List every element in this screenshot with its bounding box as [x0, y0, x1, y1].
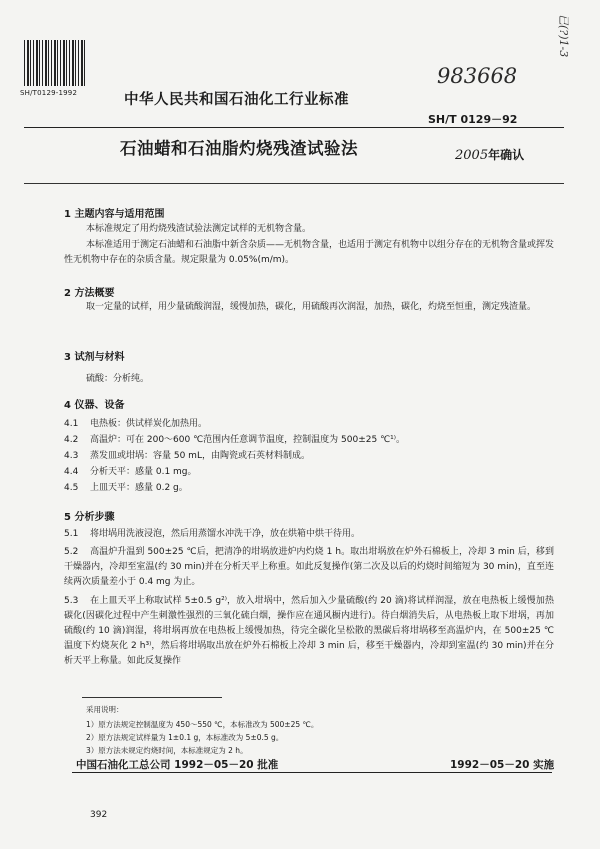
item-text: 在上皿天平上称取试样 5±0.5 g²⁾，放入坩埚中，然后加入少量硫酸(约 20 滴)将试样润湿，放在电热板上缓慢加热碳化(因碳化过程中产生刺激性强烈的三氧化硫白烟，操作应在通风橱内进行)。待白烟消失后，从电热板上取下坩埚，再加硫酸(约 10 滴)润湿，将坩埚再放在电热板上缓慢加热，待完全碳化呈松散的黑碳后将坩埚移至高温炉内，在 500±25 ℃温度下灼烧灰化 2 h³⁾，然后将坩埚取出放在炉外石棉板上冷却 3 min 后，移至干燥器内，冷却到室温(约 30 min)并在分析天平上称量。如此反复操作 [64, 596, 554, 666]
item-number: 4.3 [64, 451, 79, 461]
item-text: 上皿天平：感量 0.2 g。 [90, 483, 188, 493]
confirm-year: 2005 [455, 148, 489, 163]
footer-rule [72, 772, 552, 773]
item-text: 高温炉：可在 200～600 ℃范围内任意调节温度，控制温度为 500±25 ℃¹⁾。 [90, 435, 406, 445]
page-title: 石油蜡和石油脂灼烧残渣试验法 [120, 139, 358, 158]
standard-number: SH/T 0129－92 [428, 113, 518, 126]
section-3-para-1: 硫酸：分析纯。 [86, 374, 150, 384]
implementation-date: 1992－05－20 实施 [450, 759, 555, 771]
section-2-para-1: 取一定量的试样，用少量硫酸润湿，缓慢加热，碳化，用硫酸再次润湿，加热，碳化，灼烧至恒重，测定残渣量。 [86, 302, 537, 312]
item-number: 4.2 [64, 435, 79, 445]
footnote: 3）原方法未规定灼烧时间，本标准规定为 2 h。 [86, 746, 248, 755]
handwritten-number: 983668 [437, 64, 518, 88]
barcode [24, 40, 86, 86]
item-number: 5.3 [64, 596, 79, 606]
confirm-mark [455, 146, 524, 163]
item-text: 蒸发皿或坩埚：容量 50 mL，由陶瓷或石英材料制成。 [90, 451, 310, 461]
header-rule [24, 127, 564, 128]
barcode-text: SH/T0129-1992 [20, 89, 78, 97]
list-item [64, 418, 554, 431]
section-3-heading: 3 试剂与材料 [64, 352, 125, 363]
item-number: 5.1 [64, 529, 79, 539]
item-text: 将坩埚用洗液浸泡，然后用蒸馏水冲洗干净，放在烘箱中烘干待用。 [90, 529, 361, 539]
section-5-heading: 5 分析步骤 [64, 512, 115, 523]
list-item [64, 434, 554, 447]
list-item [64, 594, 554, 669]
item-text: 电热板：供试样炭化加热用。 [90, 419, 208, 429]
section-4-heading: 4 仪器、设备 [64, 400, 125, 411]
footnote-rule [82, 697, 222, 698]
item-number: 4.5 [64, 483, 79, 493]
approval-date: 中国石油化工总公司 1992－05－20 批准 [76, 759, 279, 771]
footnote-title: 采用说明： [86, 705, 124, 714]
section-1-heading: 1 主题内容与适用范围 [64, 209, 165, 220]
list-item [64, 450, 554, 463]
list-item [64, 466, 554, 479]
section-2-heading: 2 方法概要 [64, 288, 115, 299]
item-text: 高温炉升温到 500±25 ℃后，把清净的坩埚放进炉内灼烧 1 h。取出坩埚放在炉外石棉板上，冷却 3 min 后，移到干燥器内，冷却至室温(约 30 min)并在分析天平上称重。如此反复操作(第二次及以后的灼烧时间缩短为 30 min)，直至连续两次质量差小于 0.4 mg 为止。 [64, 547, 554, 587]
section-1-para-1: 本标准规定了用灼烧残渣试验法测定试样的无机物含量。 [86, 224, 312, 234]
list-item [64, 482, 554, 495]
section-1-para-2: 本标准适用于测定石油蜡和石油脂中新含杂质——无机物含量，也适用于测定有机物中以组分存在的无机物含量或挥发性无机物中存在的杂质含量。规定限量为 0.05%(m/m)。 [64, 240, 555, 265]
list-item [64, 527, 554, 542]
page-number: 392 [90, 810, 108, 820]
item-text: 分析天平：感量 0.1 mg。 [90, 467, 197, 477]
footnote: 2）原方法规定试样量为 1±0.1 g，本标准改为 5±0.5 g。 [86, 733, 284, 742]
item-number: 5.2 [64, 547, 79, 557]
item-number: 4.4 [64, 467, 79, 477]
list-item [64, 545, 554, 590]
confirm-label: 年确认 [488, 148, 525, 162]
footnote: 1）原方法规定控制温度为 450～550 ℃，本标准改为 500±25 ℃。 [86, 720, 319, 729]
margin-note: 已(?)1-3 [557, 14, 570, 58]
item-number: 4.1 [64, 419, 79, 429]
title-rule [24, 183, 564, 184]
standard-org: 中华人民共和国石油化工行业标准 [124, 92, 349, 108]
